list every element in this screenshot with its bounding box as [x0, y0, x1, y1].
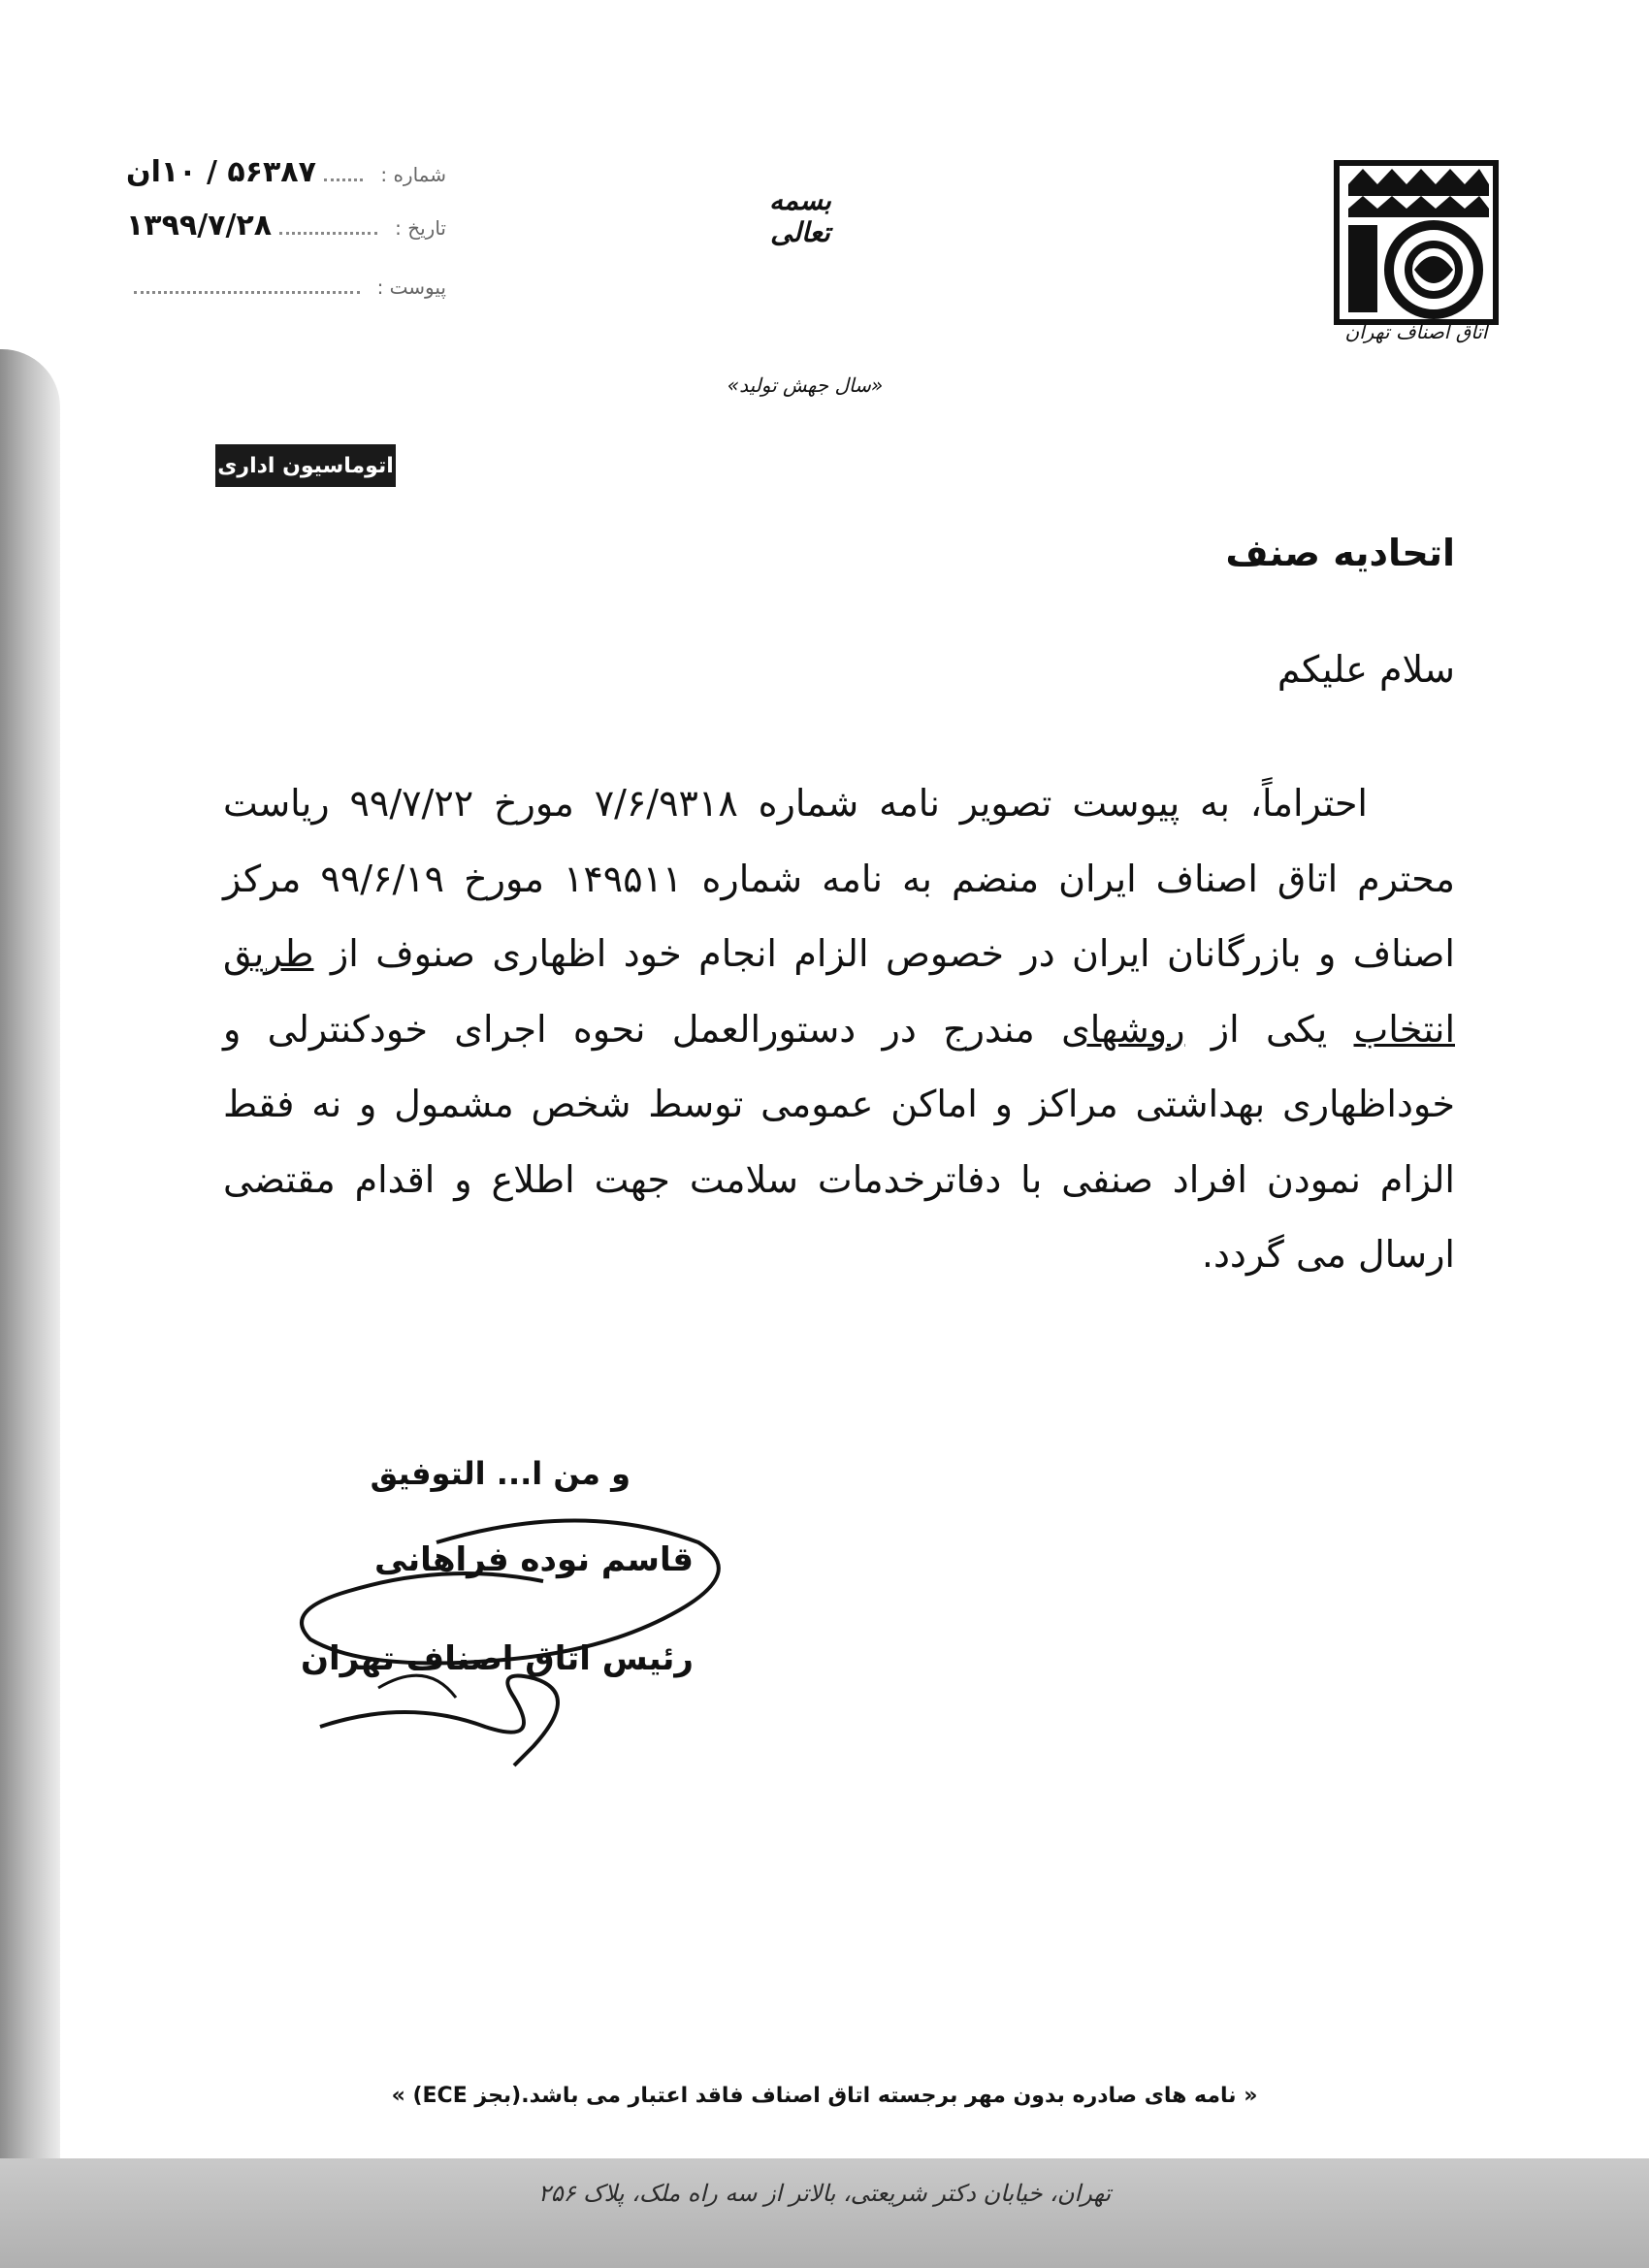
- year-slogan: «سال جهش تولید»: [727, 373, 884, 397]
- signatory-title: رئیس اتاق اصناف تهران: [300, 1639, 694, 1678]
- footer-band: [0, 2158, 1649, 2268]
- letter-body: [223, 766, 1455, 1293]
- scan-edge-shadow: [0, 349, 60, 2268]
- validity-footnote: « نامه های صادره بدون مهر برجسته اتاق اصناف فاقد اعتبار می باشد.(بجز ECE) »: [391, 2084, 1258, 2108]
- dotted-leader: [324, 161, 363, 181]
- signatory-name: قاسم نوده فراهانی: [374, 1540, 694, 1579]
- recipient: اتحادیه صنف: [1225, 532, 1455, 574]
- dotted-leader: [279, 214, 377, 235]
- greeting: سلام علیکم: [1277, 648, 1455, 691]
- bismillah-heading: بسمه تعالی: [769, 184, 831, 248]
- letter-attachment-row: [126, 274, 446, 312]
- body-text-part1: احتراماً، به پیوست تصویر نامه شماره ۷/۶/۹۳۱۸ مورخ ۹۹/۷/۲۲ ریاست محترم اتاق اصناف ایران منضم به نامه شماره ۱۴۹۵۱۱ مورخ ۹۹/۶/۱۹ مرکز اصناف و بازرگانان ایران در خصوص الزام انجام خود اظهاری صنوف از: [223, 782, 1455, 975]
- letter-number-label: شماره :: [380, 163, 446, 186]
- letter-attachment-label: پیوست :: [376, 275, 446, 299]
- letter-date-label: تاریخ :: [395, 216, 446, 240]
- body-paragraph: [223, 766, 1455, 1293]
- body-text-part2: یکی از: [1184, 1007, 1354, 1051]
- letter-date-value: ۱۳۹۹/۷/۲۸: [126, 209, 273, 243]
- body-underlined-2: روشهای: [1061, 1007, 1185, 1051]
- letter-date-row: [126, 209, 446, 247]
- footer-address: تهران، خیابان دکتر شریعتی، بالاتر از سه راه ملک، پلاک ۲۵۶: [537, 2180, 1112, 2207]
- office-automation-badge: اتوماسیون اداری: [215, 444, 396, 487]
- letter-number-value: ۵۶۳۸۷ / ۱۰ان: [126, 155, 316, 189]
- logo-caption: اتاق اصناف تهران: [1344, 320, 1488, 343]
- dotted-leader: [134, 274, 360, 294]
- body-text-part3: مندرج در دستورالعمل نحوه اجرای خودکنترلی و خوداظهاری بهداشتی مراکز و اماکن عمومی توسط شخص مشمول و نه فقط الزام نمودن افراد صنفی با دفاترخدمات سلامت جهت اطلاع و اقدام مقتضی ارسال می گردد.: [223, 1007, 1455, 1276]
- closing-phrase: و من ا... التوفیق: [370, 1455, 630, 1492]
- letter-number-row: [126, 155, 446, 194]
- body-underlined-1: طریق انتخاب: [223, 932, 1455, 1051]
